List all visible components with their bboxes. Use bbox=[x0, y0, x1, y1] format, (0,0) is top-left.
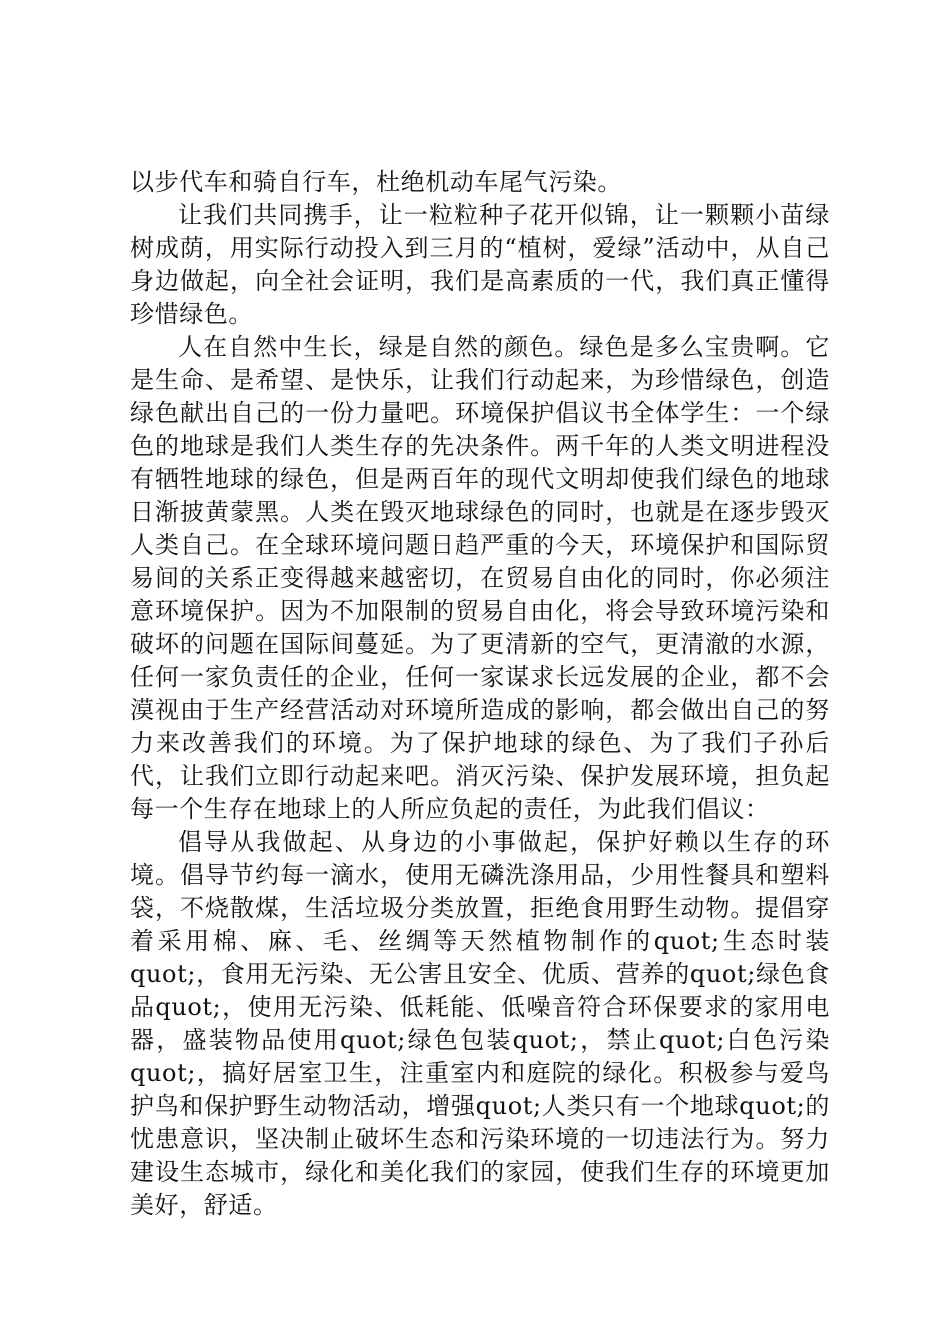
paragraph-3: 人在自然中生长，绿是自然的颜色。绿色是多么宝贵啊。它是生命、是希望、是快乐，让我们行动起来，为珍惜绿色，创造绿色献出自己的一份力量吧。环境保护倡议书全体学生：一个绿色的地球是我们人类生存的先决条件。两千年的人类文明进程没有牺牲地球的绿色，但是两百年的现代文明却使我们绿色的地球日渐披黄蒙黑。人类在毁灭地球绿色的同时，也就是在逐步毁灭人类自己。在全球环境问题日趋严重的今天，环境保护和国际贸易间的关系正变得越来越密切，在贸易自由化的同时，你必须注意环境保护。因为不加限制的贸易自由化，将会导致环境污染和破坏的问题在国际间蔓延。为了更清新的空气，更清澈的水源，任何一家负责任的企业，任何一家谋求长远发展的企业，都不会漠视由于生产经营活动对环境所造成的影响，都会做出自己的努力来改善我们的环境。为了保护地球的绿色、为了我们子孙后代，让我们立即行动起来吧。消灭污染、保护发展环境，担负起每一个生存在地球上的人所应负起的责任，为此我们倡议： bbox=[130, 333, 830, 823]
paragraph-2: 让我们共同携手，让一粒粒种子花开似锦，让一颗颗小苗绿树成荫，用实际行动投入到三月的“植树，爱绿”活动中，从自己身边做起，向全社会证明，我们是高素质的一代，我们真正懂得珍惜绿色。 bbox=[130, 201, 830, 328]
paragraph-4: 倡导从我做起、从身边的小事做起，保护好赖以生存的环境。倡导节约每一滴水，使用无磷洗涤用品，少用性餐具和塑料袋，不烧散煤，生活垃圾分类放置，拒绝食用野生动物。提倡穿着采用棉、麻、毛、丝绸等天然植物制作的quot;生态时装quot;，食用无污染、无公害且安全、优质、营养的quot;绿色食品quot;，使用无污染、低耗能、低噪音符合环保要求的家用电器，盛装物品使用quot;绿色包装quot;，禁止quot;白色污染quot;，搞好居室卫生，注重室内和庭院的绿化。积极参与爱鸟护鸟和保护野生动物活动，增强quot;人类只有一个地球quot;的忧患意识，坚决制止破坏生态和污染环境的一切违法行为。努力建设生态城市，绿化和美化我们的家园，使我们生存的环境更加美好，舒适。 bbox=[130, 828, 830, 1219]
paragraph-1: 以步代车和骑自行车，杜绝机动车尾气污染。 bbox=[130, 168, 622, 196]
document-body bbox=[130, 166, 830, 1222]
